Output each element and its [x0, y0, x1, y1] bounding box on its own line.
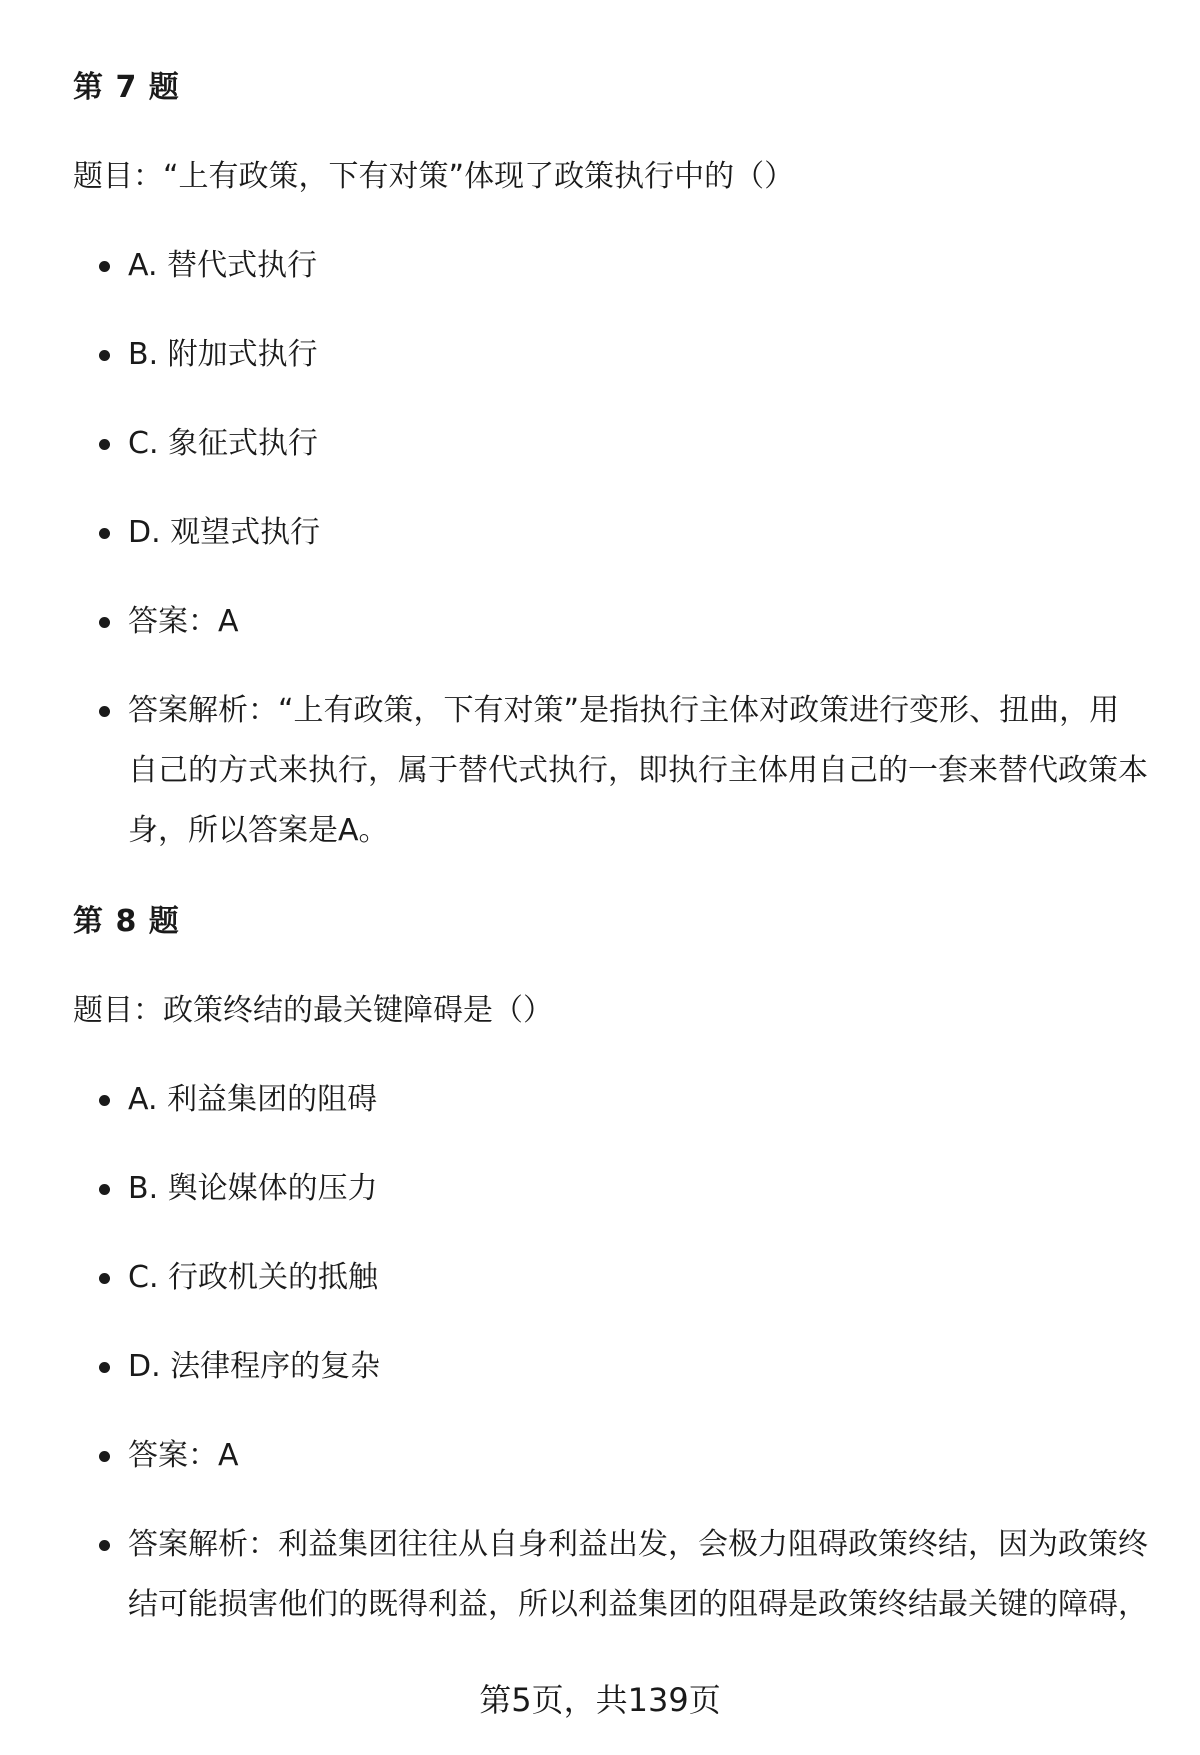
option-a [73, 246, 1148, 286]
option-list [73, 246, 1148, 861]
question-7 [73, 68, 1148, 910]
bullet-icon [99, 1451, 110, 1462]
analysis-paragraph [73, 1515, 1148, 1635]
option-d [73, 513, 1148, 553]
bullet-icon [99, 706, 110, 717]
bullet-icon [99, 439, 110, 450]
answer-line [73, 602, 1148, 642]
question-stem: 题目：政策终结的最关键障碍是（） [73, 993, 553, 1028]
option-a [73, 1080, 1148, 1120]
answer-line [73, 1436, 1148, 1476]
option-b [73, 335, 1148, 375]
question-stem: 题目：“上有政策，下有对策”体现了政策执行中的（） [73, 159, 795, 194]
option-text: B. 舆论媒体的压力 [128, 1171, 378, 1206]
option-text: D. 法律程序的复杂 [128, 1349, 381, 1384]
question-heading: 第 8 题 [73, 904, 180, 939]
question-heading: 第 7 题 [73, 70, 180, 105]
analysis-text: 答案解析：“上有政策，下有对策”是指执行主体对政策进行变形、扭曲，用自己的方式来执行，属于替代式执行，即执行主体用自己的一套来替代政策本身，所以答案是A。 [128, 693, 1148, 848]
question-8 [73, 902, 1148, 1684]
bullet-icon [99, 1184, 110, 1195]
answer-text: 答案：A [128, 1438, 239, 1473]
option-c [73, 424, 1148, 464]
option-text: D. 观望式执行 [128, 515, 321, 550]
option-c [73, 1258, 1148, 1298]
option-list [73, 1080, 1148, 1635]
option-text: C. 行政机关的抵触 [128, 1260, 379, 1295]
bullet-icon [99, 1273, 110, 1284]
bullet-icon [99, 1540, 110, 1551]
analysis-paragraph [73, 681, 1148, 861]
bullet-icon [99, 350, 110, 361]
option-text: A. 利益集团的阻碍 [128, 1082, 378, 1117]
option-b [73, 1169, 1148, 1209]
option-text: A. 替代式执行 [128, 248, 318, 283]
bullet-icon [99, 1362, 110, 1373]
bullet-icon [99, 261, 110, 272]
bullet-icon [99, 617, 110, 628]
answer-text: 答案：A [128, 604, 239, 639]
page-number: 第5页，共139页 [479, 1681, 721, 1719]
option-d [73, 1347, 1148, 1387]
bullet-icon [99, 528, 110, 539]
bullet-icon [99, 1095, 110, 1106]
option-text: C. 象征式执行 [128, 426, 319, 461]
analysis-text: 答案解析：利益集团往往从自身利益出发，会极力阻碍政策终结，因为政策终结可能损害他们的既得利益，所以利益集团的阻碍是政策终结最关键的障碍， [128, 1527, 1148, 1622]
option-text: B. 附加式执行 [128, 337, 318, 372]
